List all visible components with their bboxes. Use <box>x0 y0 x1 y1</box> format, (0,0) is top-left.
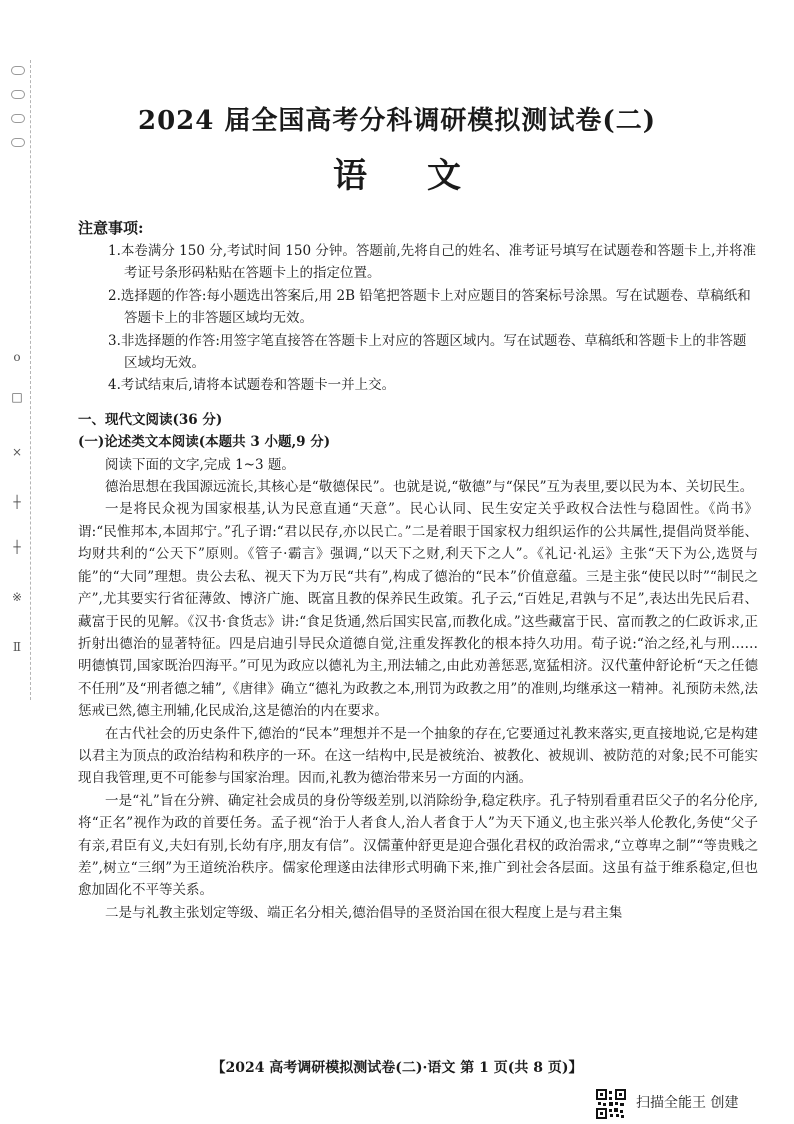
notice-item: 2.选择题的作答:每小题选出答案后,用 2B 铅笔把答题卡上对应题目的答案标号涂黑。写在试题卷、草稿纸和答题卡上的非答题区域均无效。 <box>108 287 751 327</box>
reading-instruction: 阅读下面的文字,完成 1~3 题。 <box>105 456 295 473</box>
passage-paragraph: 一是将民众视为国家根基,认为民意直通“天意”。民心认同、民生安定关乎政权合法性与稳固性。《尚书》谓:“民惟邦本,本固邦宁。”孔子谓:“君以民存,亦以民亡。”二是着眼于国家权力组织运作的公共属性,提倡尚贤举能、均财共利的“公天下”原则。《管子·霸言》强调,“以天下之财,利天下之人”。《礼记·礼运》主张“天下为公,选贤与能”的“大同”理想。贵公去私、视天下为万民“共有”,构成了德治的“民本”价值意蕴。三是主张“使民以时”“制民之产”,尤其要实行省征薄敛、博济广施、既富且教的保养民生政策。孔子云,“百姓足,君孰与不足”,表达出先民后君、藏富于民的见解。《汉书·食货志》讲:“食足货通,然后国实民富,而教化成。”这些藏富于民、富而教之的仁政诉求,正折射出德治的显著特征。四是启迪引导民众道德自觉,注重发挥教化的根本持久功用。荀子说:“治之经,礼与刑……明德慎罚,国家既治四海平。”可见为政应以德礼为主,刑法辅之,由此劝善惩恶,宽猛相济。汉代董仲舒论析“天之任德不任刑”及“刑者德之辅”,《唐律》确立“德礼为政教之本,刑罚为政教之用”的准则,均继承这一精神。礼预防未然,法惩戒已然,德主刑辅,化民成治,这是德治的内在要求。 <box>78 501 758 720</box>
binding-mark: × <box>11 445 23 459</box>
notice-item: 1.本卷满分 150 分,考试时间 150 分钟。答题前,先将自己的姓名、准考证号填写在试题卷和答题卡上,并将准考证号条形码粘贴在答题卡上的指定位置。 <box>108 243 756 282</box>
exam-title: 2024 届全国高考分科调研模拟测试卷(二) <box>137 106 657 136</box>
page-footer: 【2024 高考调研模拟测试卷(二)·语文 第 1 页(共 8 页)】 <box>211 1060 583 1076</box>
passage-paragraph: 二是与礼教主张划定等级、端正名分相关,德治倡导的圣贤治国在很大程度上是与君主集 <box>105 904 623 921</box>
passage-paragraph: 在古代社会的历史条件下,德治的“民本”理想并不是一个抽象的存在,它要通过礼教来落实,更直接地说,它是构建以君主为顶点的政治结构和秩序的一环。在这一结构中,民是被统治、被教化、被规训、被防范的对象;民不可能实现自我管理,更不可能参与国家治理。因而,礼教为德治带来另一方面的内涵。 <box>78 725 758 787</box>
passage-paragraph: 一是“礼”旨在分辨、确定社会成员的身份等级差别,以消除纷争,稳定秩序。孔子特别看重君臣父子的名分伦序,将“正名”视作为政的首要任务。孟子视“治于人者食人,治人者食于人”为天下通义,也主张兴举人伦教化,务使“父子有亲,君臣有义,夫妇有别,长幼有序,朋友有信”。汉儒董仲舒更是迎合强化君权的政治需求,“立尊卑之制”“等贵贱之差”,树立“三纲”为王道统治秩序。儒家伦理遂由法律形式明确下来,推广到社会各层面。这虽有益于维系稳定,但也愈加固化不平等关系。 <box>78 792 758 899</box>
binding-mark: o <box>13 350 21 364</box>
notice-item: 3.非选择题的作答:用签字笔直接答在答题卡上对应的答题区域内。写在试题卷、草稿纸和答题卡上的非答题区域均无效。 <box>108 332 747 372</box>
binding-mark: □ <box>11 390 23 404</box>
notice-item: 4.考试结束后,请将本试题卷和答题卡一并上交。 <box>108 377 396 394</box>
subsection-heading: (一)论述类文本阅读(本题共 3 小题,9 分) <box>78 434 331 451</box>
binding-mark: Ⅱ <box>12 640 22 654</box>
binding-mark: ┼ <box>13 495 21 509</box>
subject-title: 语文 <box>333 156 521 196</box>
binding-hole <box>11 90 25 99</box>
scanner-watermark: 扫描全能王 创建 <box>636 1095 739 1111</box>
passage-paragraph: 德治思想在我国源远流长,其核心是“敬德保民”。也就是说,“敬德”与“保民”互为表里,要以民为本、关切民生。 <box>105 479 754 496</box>
qr-code-icon <box>596 1089 626 1119</box>
binding-mark: ※ <box>11 590 23 604</box>
binding-hole <box>11 66 25 75</box>
binding-hole <box>11 138 25 147</box>
binding-mark: ┼ <box>13 540 21 554</box>
notice-heading: 注意事项: <box>78 219 144 237</box>
section-heading: 一、现代文阅读(36 分) <box>78 411 223 428</box>
exam-content <box>78 216 758 924</box>
